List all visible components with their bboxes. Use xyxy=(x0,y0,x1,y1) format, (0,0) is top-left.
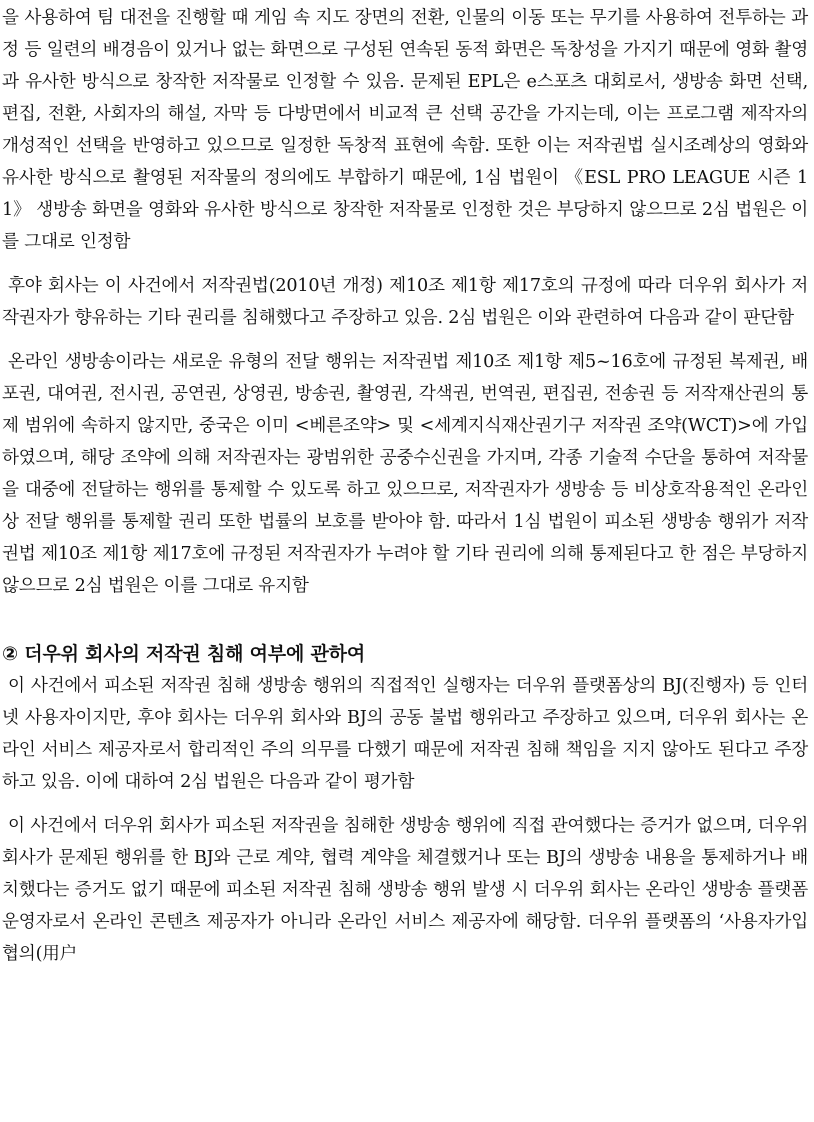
paragraph-huya-claim: 후야 회사는 이 사건에서 저작권법(2010년 개정) 제10조 제1항 제17호의 규정에 따라 더우위 회사가 저작권자가 향유하는 기타 권리를 침해했다고 주장하고 있음. 2심 법원은 이와 관련하여 다음과 같이 판단함 xyxy=(2,276,808,328)
document-page xyxy=(2,0,808,970)
section-heading-douyu-infringement: ② 더우위 회사의 저작권 침해 여부에 관하여 xyxy=(2,643,365,665)
paragraph-douyu-service-provider: 이 사건에서 더우위 회사가 피소된 저작권을 침해한 생방송 행위에 직접 관여했다는 증거가 없으며, 더우위 회사가 문제된 행위를 한 BJ와 근로 계약, 협력 계약을 체결했거나 또는 BJ의 생방송 내용을 통제하거나 배치했다는 증거도 없기 때문에 피소된 저작권 침해 생방송 행위 발생 시 더우위 회사는 온라인 생방송 플랫폼 운영자로서 온라인 콘텐츠 제공자가 아니라 온라인 서비스 제공자에 해당함. 더우위 플랫폼의 ‘사용자가입협의(用户 xyxy=(2,816,808,964)
paragraph-ruling-cinematographic-work: 을 사용하여 팀 대전을 진행할 때 게임 속 지도 장면의 전환, 인물의 이동 또는 무기를 사용하여 전투하는 과정 등 일련의 배경음이 있거나 없는 화면으로 구성된 연속된 동적 화면은 독창성을 가지기 때문에 영화 촬영과 유사한 방식으로 창작한 저작물로 인정할 수 있음. 문제된 EPL은 e스포츠 대회로서, 생방송 화면 선택, 편집, 전환, 사회자의 해설, 자막 등 다방면에서 비교적 큰 선택 공간을 가지는데, 이는 프로그램 제작자의 개성적인 선택을 반영하고 있으므로 일정한 독창적 표현에 속함. 또한 이는 저작권법 실시조례상의 영화와 유사한 방식으로 촬영된 저작물의 정의에도 부합하기 때문에, 1심 법원이 《ESL PRO LEAGUE 시즌 11》 생방송 화면을 영화와 유사한 방식으로 창작한 저작물로 인정한 것은 부당하지 않으므로 2심 법원은 이를 그대로 인정함 xyxy=(2,8,808,252)
paragraph-direct-actor: 이 사건에서 피소된 저작권 침해 생방송 행위의 직접적인 실행자는 더우위 플랫폼상의 BJ(진행자) 등 인터넷 사용자이지만, 후야 회사는 더우위 회사와 BJ의 공동 불법 행위라고 주장하고 있으며, 더우위 회사는 온라인 서비스 제공자로서 합리적인 주의 의무를 다했기 때문에 저작권 침해 책임을 지지 않아도 된다고 주장하고 있음. 이에 대하여 2심 법원은 다음과 같이 평가함 xyxy=(2,676,808,792)
paragraph-live-streaming-rights: 온라인 생방송이라는 새로운 유형의 전달 행위는 저작권법 제10조 제1항 제5~16호에 규정된 복제권, 배포권, 대여권, 전시권, 공연권, 상영권, 방송권, 촬영권, 각색권, 번역권, 편집권, 전송권 등 저작재산권의 통제 범위에 속하지 않지만, 중국은 이미 <베른조약> 및 <세계지식재산권기구 저작권 조약(WCT)>에 가입하였으며, 해당 조약에 의해 저작권자는 광범위한 공중수신권을 가지며, 각종 기술적 수단을 통하여 저작물을 대중에 전달하는 행위를 통제할 수 있도록 하고 있으므로, 저작권자가 생방송 등 비상호작용적인 온라인상 전달 행위를 통제할 권리 또한 법률의 보호를 받아야 함. 따라서 1심 법원이 피소된 생방송 행위가 저작권법 제10조 제1항 제17호에 규정된 저작권자가 누려야 할 기타 권리에 의해 통제된다고 한 점은 부당하지 않으므로 2심 법원은 이를 그대로 유지함 xyxy=(2,352,808,596)
